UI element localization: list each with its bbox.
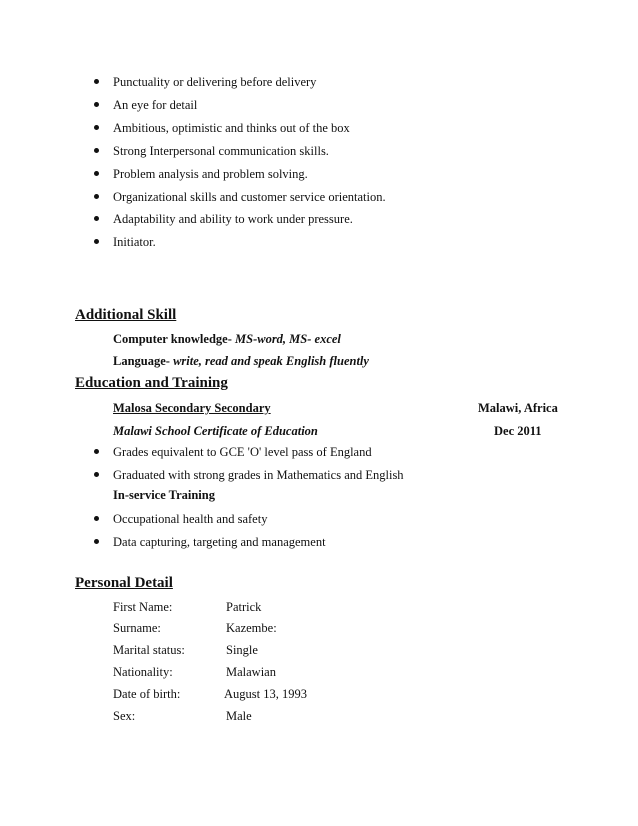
bullet-icon (94, 539, 99, 544)
detail-label: Sex: (113, 709, 136, 723)
inservice-heading: In-service Training (113, 488, 215, 502)
detail-label: Marital status: (113, 643, 185, 657)
list-item: Adaptability and ability to work under pressure. (113, 211, 353, 227)
list-item: Occupational health and safety (113, 511, 267, 527)
list-item: Grades equivalent to GCE 'O' level pass of England (113, 444, 372, 460)
list-item: Problem analysis and problem solving. (113, 166, 308, 182)
bullet-icon (94, 516, 99, 521)
bullet-icon (94, 171, 99, 176)
detail-value: Single (226, 643, 258, 657)
language-label: Language- (113, 354, 170, 368)
school-name: Malosa Secondary Secondary (113, 401, 271, 415)
list-item: Initiator. (113, 234, 156, 250)
detail-label: Date of birth: (113, 687, 181, 701)
personal-detail-heading: Personal Detail (75, 575, 173, 591)
list-item: An eye for detail (113, 97, 197, 113)
computer-knowledge-label: Computer knowledge- (113, 332, 232, 346)
detail-value: Male (226, 709, 252, 723)
detail-value: Kazembe: (226, 621, 277, 635)
detail-label: Nationality: (113, 665, 173, 679)
certificate-name: Malawi School Certificate of Education (113, 424, 318, 438)
education-heading: Education and Training (75, 375, 228, 391)
bullet-icon (94, 449, 99, 454)
bullet-icon (94, 79, 99, 84)
list-item: Ambitious, optimistic and thinks out of the box (113, 120, 350, 136)
detail-value: Patrick (226, 600, 262, 614)
additional-skill-heading: Additional Skill (75, 307, 177, 323)
computer-knowledge-line (113, 331, 341, 347)
detail-label: Surname: (113, 621, 161, 635)
bullet-icon (94, 125, 99, 130)
bullet-icon (94, 239, 99, 244)
bullet-icon (94, 194, 99, 199)
list-item: Strong Interpersonal communication skills. (113, 143, 329, 159)
bullet-icon (94, 216, 99, 221)
list-item: Data capturing, targeting and management (113, 534, 326, 550)
list-item: Graduated with strong grades in Mathematics and English (113, 467, 404, 483)
language-line (113, 353, 369, 369)
detail-value: Malawian (226, 665, 276, 679)
certificate-date: Dec 2011 (494, 424, 542, 438)
detail-label: First Name: (113, 600, 173, 614)
list-item: Punctuality or delivering before delivery (113, 74, 316, 90)
school-location: Malawi, Africa (478, 401, 558, 415)
list-item: Organizational skills and customer service orientation. (113, 189, 386, 205)
bullet-icon (94, 472, 99, 477)
language-value: write, read and speak English fluently (169, 354, 369, 368)
detail-value: August 13, 1993 (224, 687, 307, 701)
computer-knowledge-value: MS-word, MS- excel (231, 332, 341, 346)
bullet-icon (94, 148, 99, 153)
bullet-icon (94, 102, 99, 107)
